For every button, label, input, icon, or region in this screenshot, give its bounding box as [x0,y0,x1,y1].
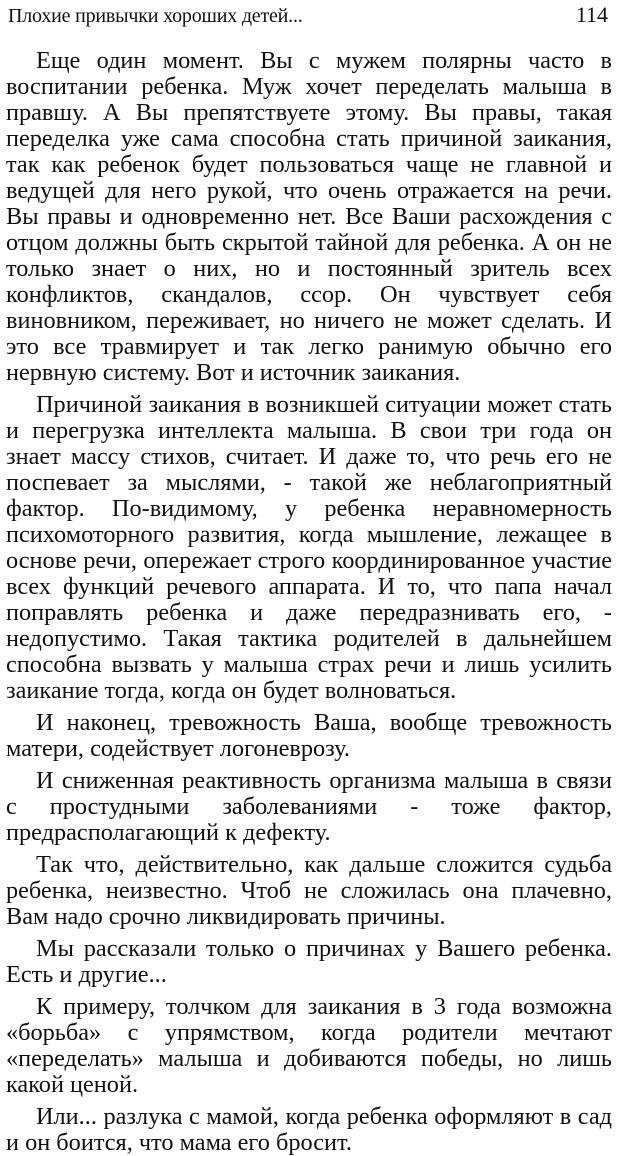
paragraph: Мы рассказали только о причинах у Вашего ребенка. Есть и другие... [6,935,612,988]
paragraph: И наконец, тревожность Ваша, вообще тревожность матери, содействует логоневрозу. [6,709,612,762]
page-number: 114 [575,2,608,27]
paragraph: Или... разлука с мамой, когда ребенка оформляют в сад и он боится, что мама его бросит. [6,1103,612,1156]
paragraph: И сниженная реактивность организма малыша в связи с простудными заболеваниями - тоже фактор, предрасполагающий к дефекту. [6,767,612,846]
body-text [6,48,612,1156]
running-title: Плохие привычки хороших детей... [8,5,303,27]
page-header [4,0,616,40]
paragraph: К примеру, толчком для заикания в 3 года возможна «борьба» с упрямством, когда родители мечтают «переделать» малыша и добиваются победы, но лишь какой ценой. [6,993,612,1098]
paragraph: Еще один момент. Вы с мужем полярны часто в воспитании ребенка. Муж хочет переделать малыша в правшу. А Вы препятствуете этому. Вы правы, такая переделка уже сама способна стать причиной заикания, так как ребенок будет пользоваться чаще не главной и ведущей для него рукой, что очень отражается на речи. Вы правы и одновременно нет. Все Ваши расхождения с отцом должны быть скрытой тайной для ребенка. А он не только знает о них, но и постоянный зритель всех конфликтов, скандалов, ссор. Он чувствует себя виновником, переживает, но ничего не может сделать. И это все травмирует и так легко ранимую обычно его нервную систему. Вот и источник заикания. [6,47,612,386]
paragraph: Так что, действительно, как дальше сложится судьба ребенка, неизвестно. Чтоб не сложилась она плачевно, Вам надо срочно ликвидировать причины. [6,851,612,930]
paragraph: Причиной заикания в возникшей ситуации может стать и перегрузка интеллекта малыша. В свои три года он знает массу стихов, считает. И даже то, что речь его не поспевает за мыслями, - такой же неблагоприятный фактор. По-видимому, у ребенка неравномерность психомоторного развития, когда мышление, лежащее в основе речи, опережает строго координированное участие всех функций речевого аппарата. И то, что папа начал поправлять ребенка и даже передразнивать его, - недопустимо. Такая тактика родителей в дальнейшем способна вызвать у малыша страх речи и лишь усилить заикание тогда, когда он будет волноваться. [6,391,612,704]
